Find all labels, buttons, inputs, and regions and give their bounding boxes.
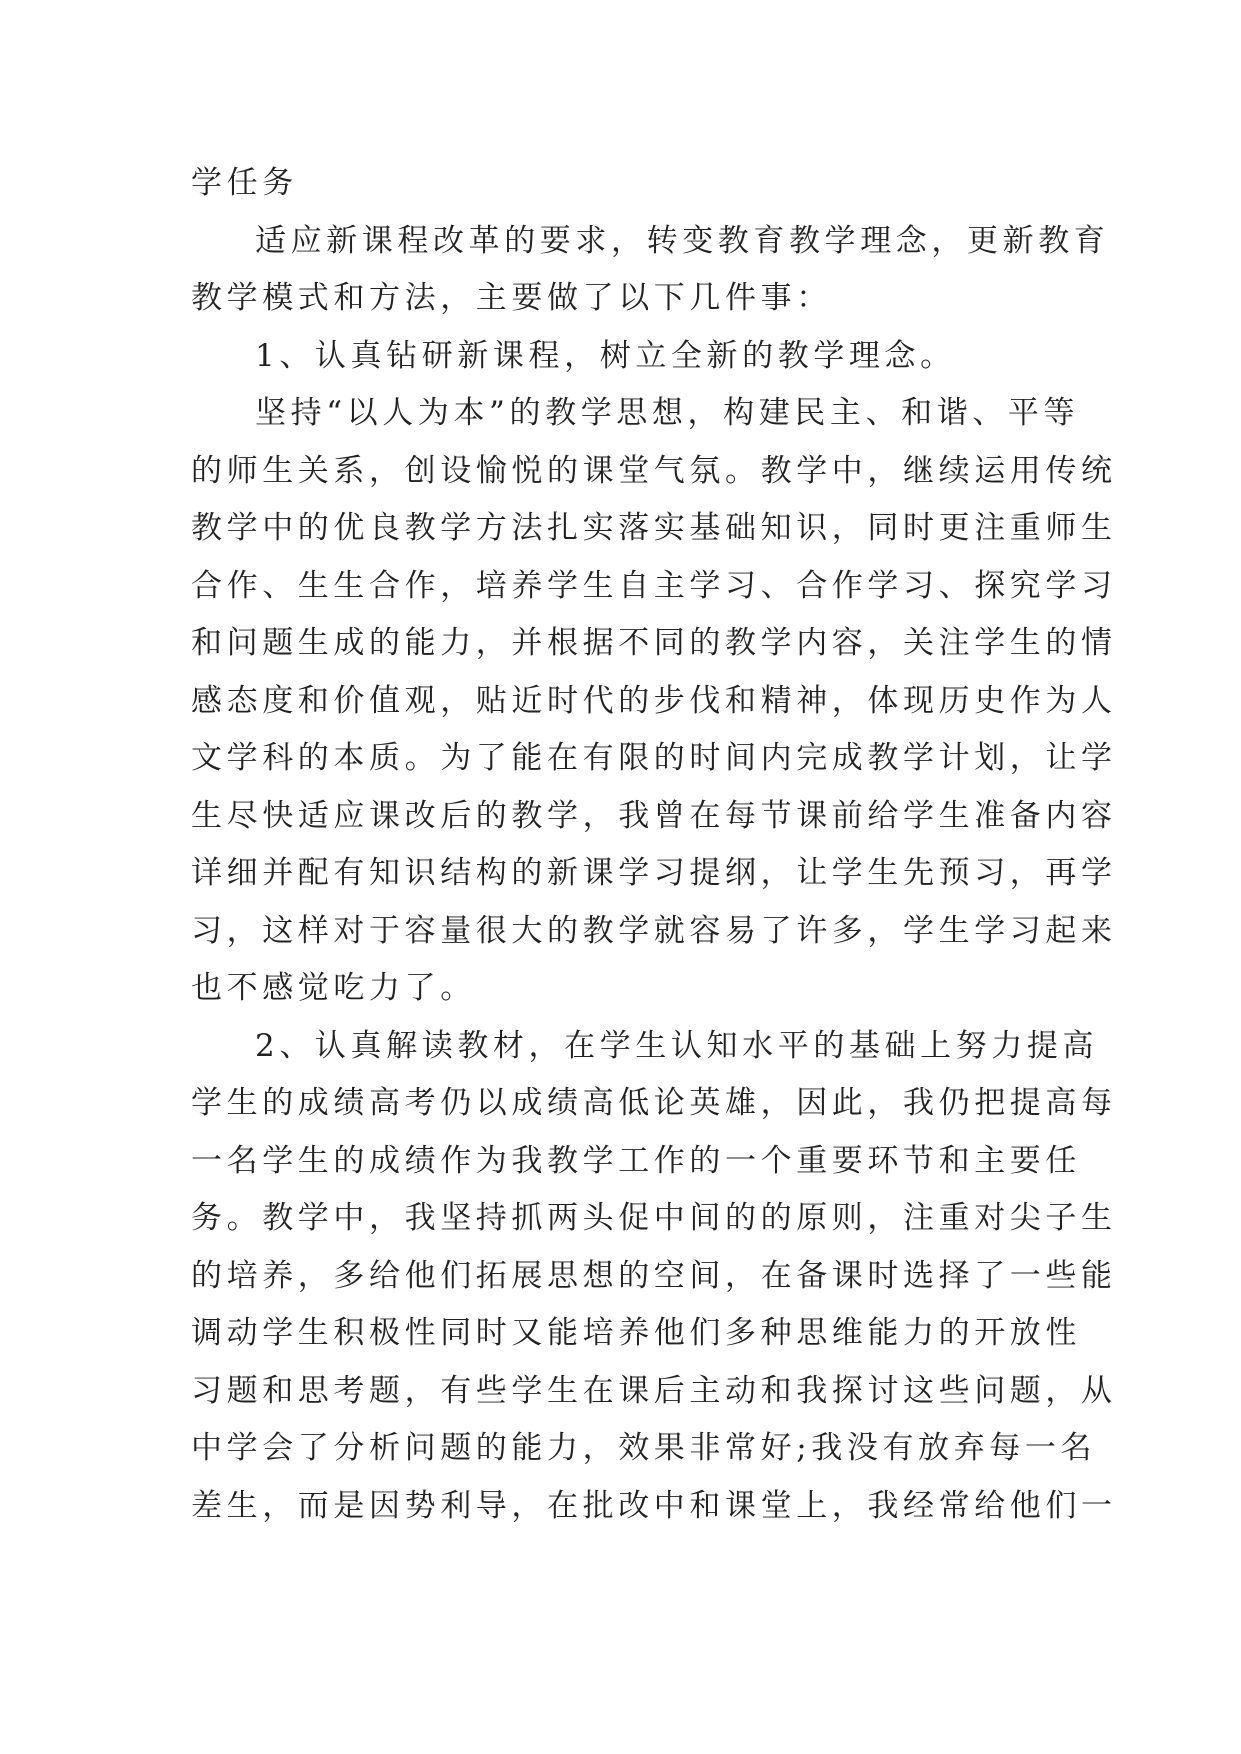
text-line: 一名学生的成绩作为我教学工作的一个重要环节和主要任 (191, 1142, 1081, 1179)
text-line: 也不感觉吃力了。 (191, 970, 476, 1006)
text-line: 差生，而是因势利导，在批改中和课堂上，我经常给他们一 (191, 1487, 1117, 1524)
body-text (191, 155, 1117, 1535)
text-line: 调动学生积极性同时又能培养他们多种思维能力的开放性 (191, 1315, 1081, 1351)
text-line: 学生的成绩高考仍以成绩高低论英雄，因此，我仍把提高每 (191, 1085, 1117, 1121)
text-line: 的培养，多给他们拓展思想的空间，在备课时选择了一些能 (191, 1257, 1117, 1294)
paragraph-start-line: 适应新课程改革的要求，转变教育教学理念，更新教育 (255, 222, 1110, 259)
text-line: 详细并配有知识结构的新课学习提纲，让学生先预习，再学 (191, 855, 1117, 891)
text-line: 学任务 (191, 165, 298, 201)
text-line: 中学会了分析问题的能力，效果非常好;我没有放弃每一名 (191, 1430, 1097, 1466)
text-line: 习，这样对于容量很大的教学就容易了许多，学生学习起来 (191, 912, 1117, 949)
text-line: 习题和思考题，有些学生在课后主动和我探讨这些问题，从 (191, 1372, 1117, 1409)
section-heading-1: 1、认真钻研新课程，树立全新的教学理念。 (255, 337, 956, 374)
text-line: 生尽快适应课改后的教学，我曾在每节课前给学生准备内容 (191, 797, 1117, 834)
text-line: 合作、生生合作，培养学生自主学习、合作学习、探究学习 (191, 567, 1117, 604)
section-heading-2: 2、认真解读教材，在学生认知水平的基础上努力提高 (255, 1027, 1099, 1064)
text-line: 教学中的优良教学方法扎实落实基础知识，同时更注重师生 (191, 510, 1117, 546)
text-line: 和问题生成的能力，并根据不同的教学内容，关注学生的情 (191, 625, 1117, 661)
text-line: 感态度和价值观，贴近时代的步伐和精神，体现历史作为人 (191, 682, 1117, 719)
text-line: 教学模式和方法，主要做了以下几件事： (191, 280, 832, 316)
text-line: 的师生关系，创设愉悦的课堂气氛。教学中，继续运用传统 (191, 452, 1117, 489)
text-line: 务。教学中，我坚持抓两头促中间的的原则，注重对尖子生 (191, 1200, 1117, 1236)
paragraph-start-line: 坚持“以人为本”的教学思想，构建民主、和谐、平等 (255, 395, 1080, 431)
text-line: 文学科的本质。为了能在有限的时间内完成教学计划，让学 (191, 740, 1117, 776)
